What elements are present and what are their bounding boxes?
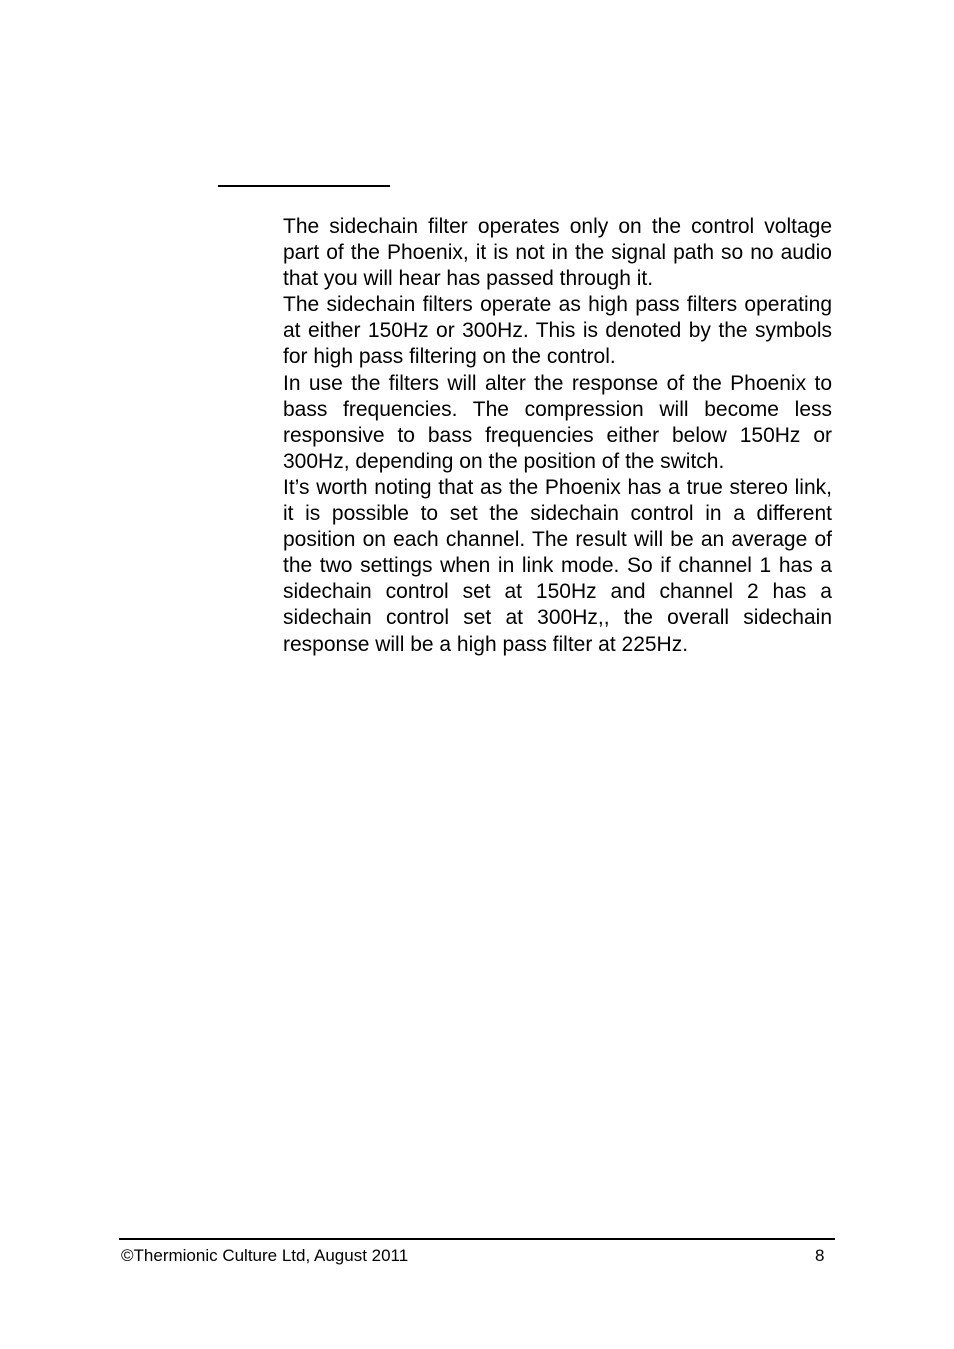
paragraph-sidechain-intro: The sidechain filter operates only on the control voltage part of the Phoenix, it is not in the signal path so no audio that you will hear has passed through it.	[283, 215, 832, 291]
body-text	[283, 214, 832, 658]
paragraph-bass-response: In use the filters will alter the response of the Phoenix to bass frequencies. The compression will become less responsive to bass frequencies either below 150Hz or 300Hz, depending on the position of the switch.	[283, 371, 832, 473]
heading-underline	[218, 185, 390, 187]
page-number: 8	[815, 1246, 825, 1265]
paragraph-stereo-link: It’s worth noting that as the Phoenix has a true stereo link, it is possible to set the sidechain control in a different position on each channel. The result will be an average of the two settings when in link mode. So if channel 1 has a sidechain control set at 150Hz and channel 2 has a sidechain control set at 300Hz,, the overall sidechain response will be a high pass filter at 225Hz.	[283, 475, 832, 656]
paragraph-high-pass-filters: The sidechain filters operate as high pass filters operating at either 150Hz or 300Hz. This is denoted by the symbols for high pass filtering on the control.	[283, 293, 832, 369]
footer-divider	[119, 1238, 835, 1240]
footer-copyright: ©Thermionic Culture Ltd, August 2011	[121, 1246, 409, 1265]
